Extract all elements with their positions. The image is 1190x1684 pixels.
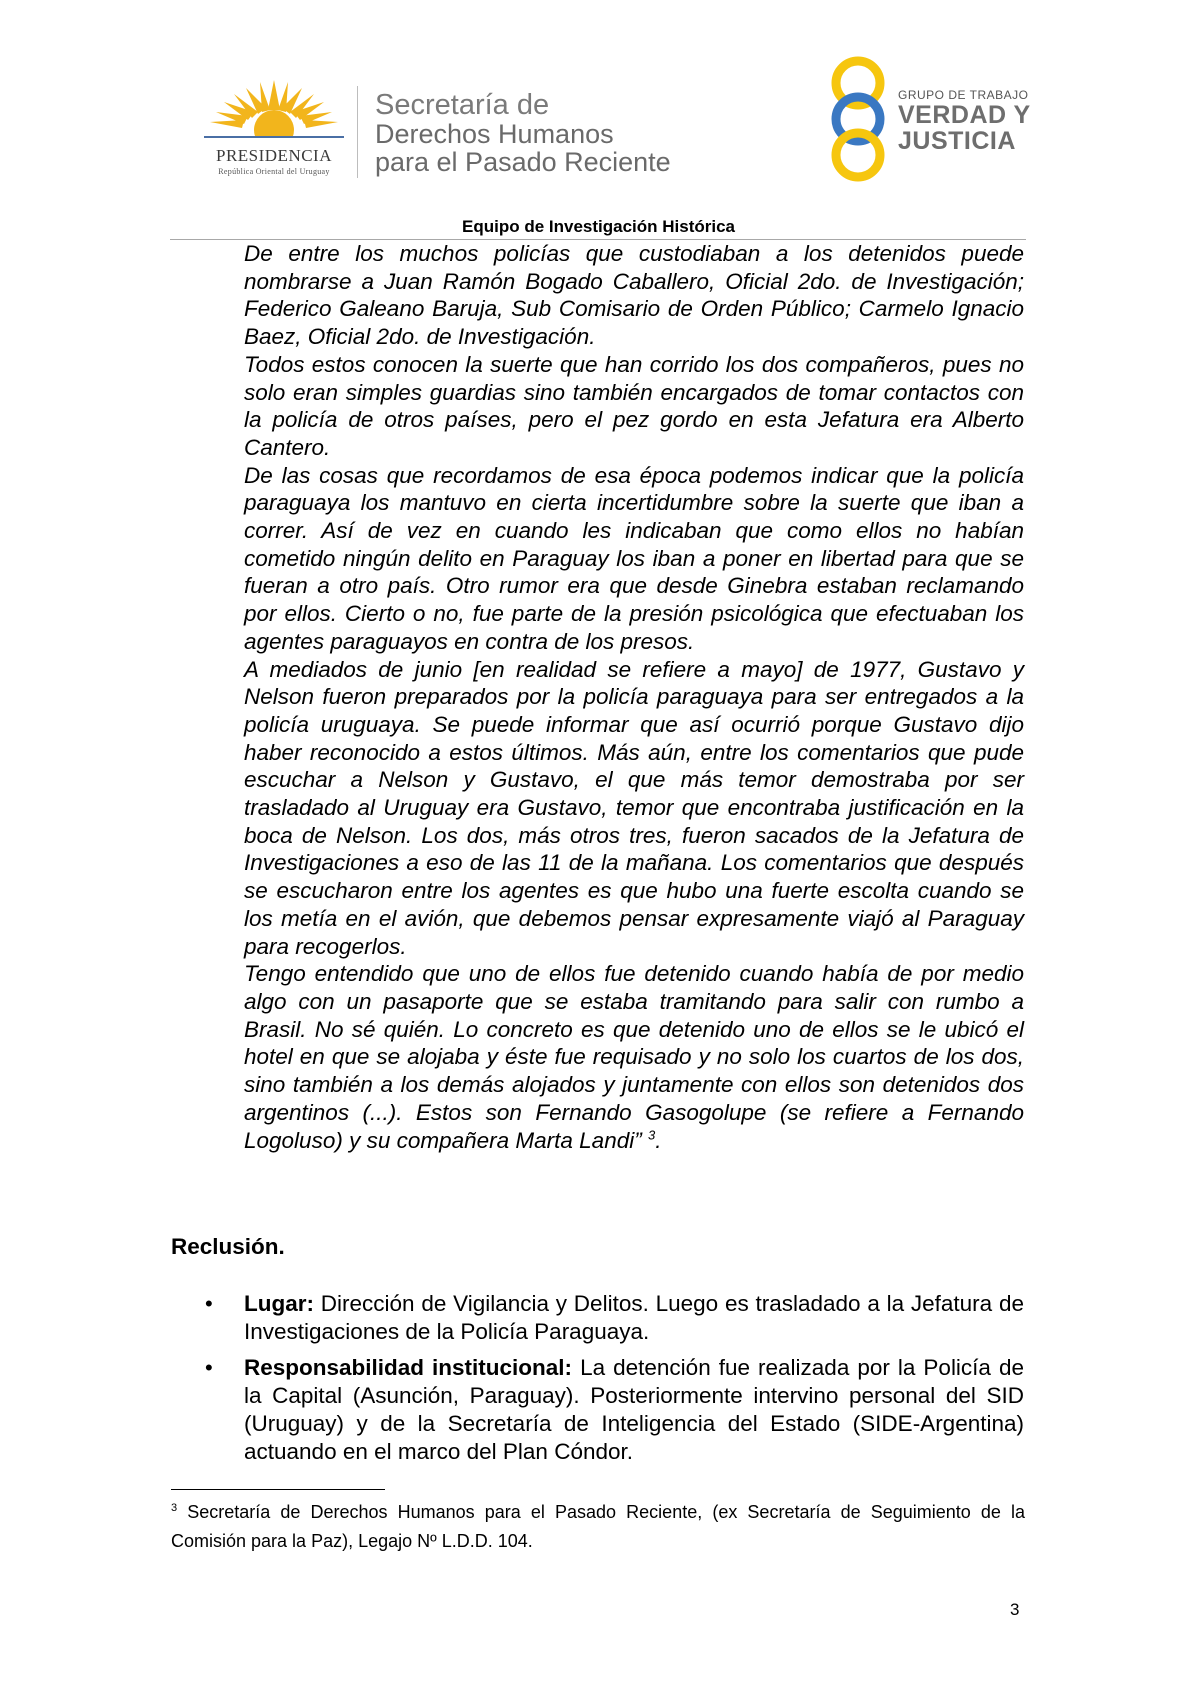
grupo-logo-text <box>898 88 1031 154</box>
bullet-list <box>205 1290 1024 1474</box>
item-text: La detención fue realizada por la Policía de la Capital (Asunción, Paraguay). Posteriormente intervino personal del SID (Uruguay) y de la Secretaría de Inteligencia del Estado (SIDE-Argentina) actuando en el marco del Plan Cóndor. <box>244 1355 1024 1464</box>
presidencia-subtitle: República Oriental del Uruguay <box>218 167 330 176</box>
grupo-line-2: VERDAD Y <box>898 101 1031 129</box>
team-label: Equipo de Investigación Histórica <box>462 217 735 236</box>
quote-paragraph: Todos estos conocen la suerte que han corrido los dos compañeros, pues no solo eran simples guardias sino también encargados de tomar contactos con la policía de otros países, pero el pez gordo en esta Jefatura era Alberto Cantero. <box>244 351 1024 460</box>
sun-emblem-icon <box>196 80 352 150</box>
footnote-ref[interactable]: 3 <box>647 1127 656 1142</box>
footnote-rule <box>171 1489 385 1490</box>
item-label: Lugar: <box>244 1291 314 1316</box>
grupo-line-1: GRUPO DE TRABAJO <box>898 88 1029 102</box>
quote-paragraph: De las cosas que recordamos de esa época podemos indicar que la policía paraguaya los mantuvo en cierta incertidumbre sobre la suerte que iban a correr. Así de vez en cuando les indicaban que como ellos no habían cometido ningún delito en Paraguay los iban a poner en libertad para que se fueran a otro país. Otro rumor era que desde Ginebra estaban reclamando por ellos. Cierto o no, fue parte de la presión psicológica que efectuaban los agentes paraguayos en contra de los presos. <box>244 462 1024 654</box>
item-label: Responsabilidad institucional: <box>244 1355 573 1381</box>
section-title: Reclusión. <box>171 1234 285 1259</box>
secretaria-logo-text <box>375 90 671 176</box>
bullet-icon: • <box>205 1355 213 1381</box>
page-number: 3 <box>1010 1600 1020 1619</box>
page-header <box>0 0 1190 240</box>
bullet-icon: • <box>205 1291 213 1316</box>
quote-paragraph: A mediados de junio [en realidad se refiere a mayo] de 1977, Gustavo y Nelson fueron preparados por la policía paraguaya para ser entregados a la policía uruguaya. Se puede informar que así ocurrió porque Gustavo dijo haber reconocido a estos últimos. Más aún, entre los comentarios que pude escuchar a Nelson y Gustavo, el que más temor demostraba por ser trasladado al Uruguay era Gustavo, temor que encontraba justificación en la boca de Nelson. Los dos, más otros tres, fueron sacados de la Jefatura de Investigaciones a eso de las 11 de la mañana. Los comentarios que después se escucharon entre los agentes es que hubo una fuerte escolta cuando se los metía en el avión, que debemos pensar expresamente viajó al Paraguay para recogerlos. <box>244 656 1024 959</box>
footnote <box>171 1498 1025 1555</box>
footnote-number: 3 <box>171 1502 178 1514</box>
list-item <box>205 1354 1024 1465</box>
quote-end-punct: . <box>655 1127 662 1153</box>
quote-paragraph-text: Tengo entendido que uno de ellos fue detenido cuando había de por medio algo con un pasaporte que se estaba tramitando para salir con rumbo a Brasil. No sé quién. Lo concreto es que detenido uno de ellos se le ubicó el hotel en que se alojaba y éste fue requisado y no solo los cuartos de los dos, sino también a los demás alojados y juntamente con ellos son detenidos dos argentinos (...). Estos son Fernando Gasogolupe (se refiere a Fernando Logoluso) y su compañera Marta Landi” <box>244 961 1024 1153</box>
item-text: Dirección de Vigilancia y Delitos. Luego es trasladado a la Jefatura de Investigaciones de la Policía Paraguaya. <box>244 1291 1024 1344</box>
quote-paragraph: De entre los muchos policías que custodiaban a los detenidos puede nombrarse a Juan Ramón Bogado Caballero, Oficial 2do. de Investigación; Federico Galeano Baruja, Sub Comisario de Orden Público; Carmelo Ignacio Baez, Oficial 2do. de Investigación. <box>244 241 1024 350</box>
list-item <box>205 1290 1024 1345</box>
quote-paragraph-last <box>244 960 1024 1154</box>
grupo-line-3: JUSTICIA <box>898 127 1016 155</box>
secretaria-line-2: Derechos Humanos <box>375 119 614 149</box>
rings-logo-icon <box>822 56 894 182</box>
quote-block <box>244 240 1024 1154</box>
secretaria-line-3: para el Pasado Reciente <box>375 147 671 177</box>
footnote-text: Secretaría de Derechos Humanos para el Pasado Reciente, (ex Secretaría de Seguimiento de la Comisión para la Paz), Legajo Nº L.D.D. 104. <box>171 1502 1025 1551</box>
presidencia-logo <box>196 80 352 180</box>
secretaria-line-1: Secretaría de <box>375 89 550 121</box>
presidencia-name: PRESIDENCIA <box>215 146 332 165</box>
logo-divider <box>357 86 358 178</box>
